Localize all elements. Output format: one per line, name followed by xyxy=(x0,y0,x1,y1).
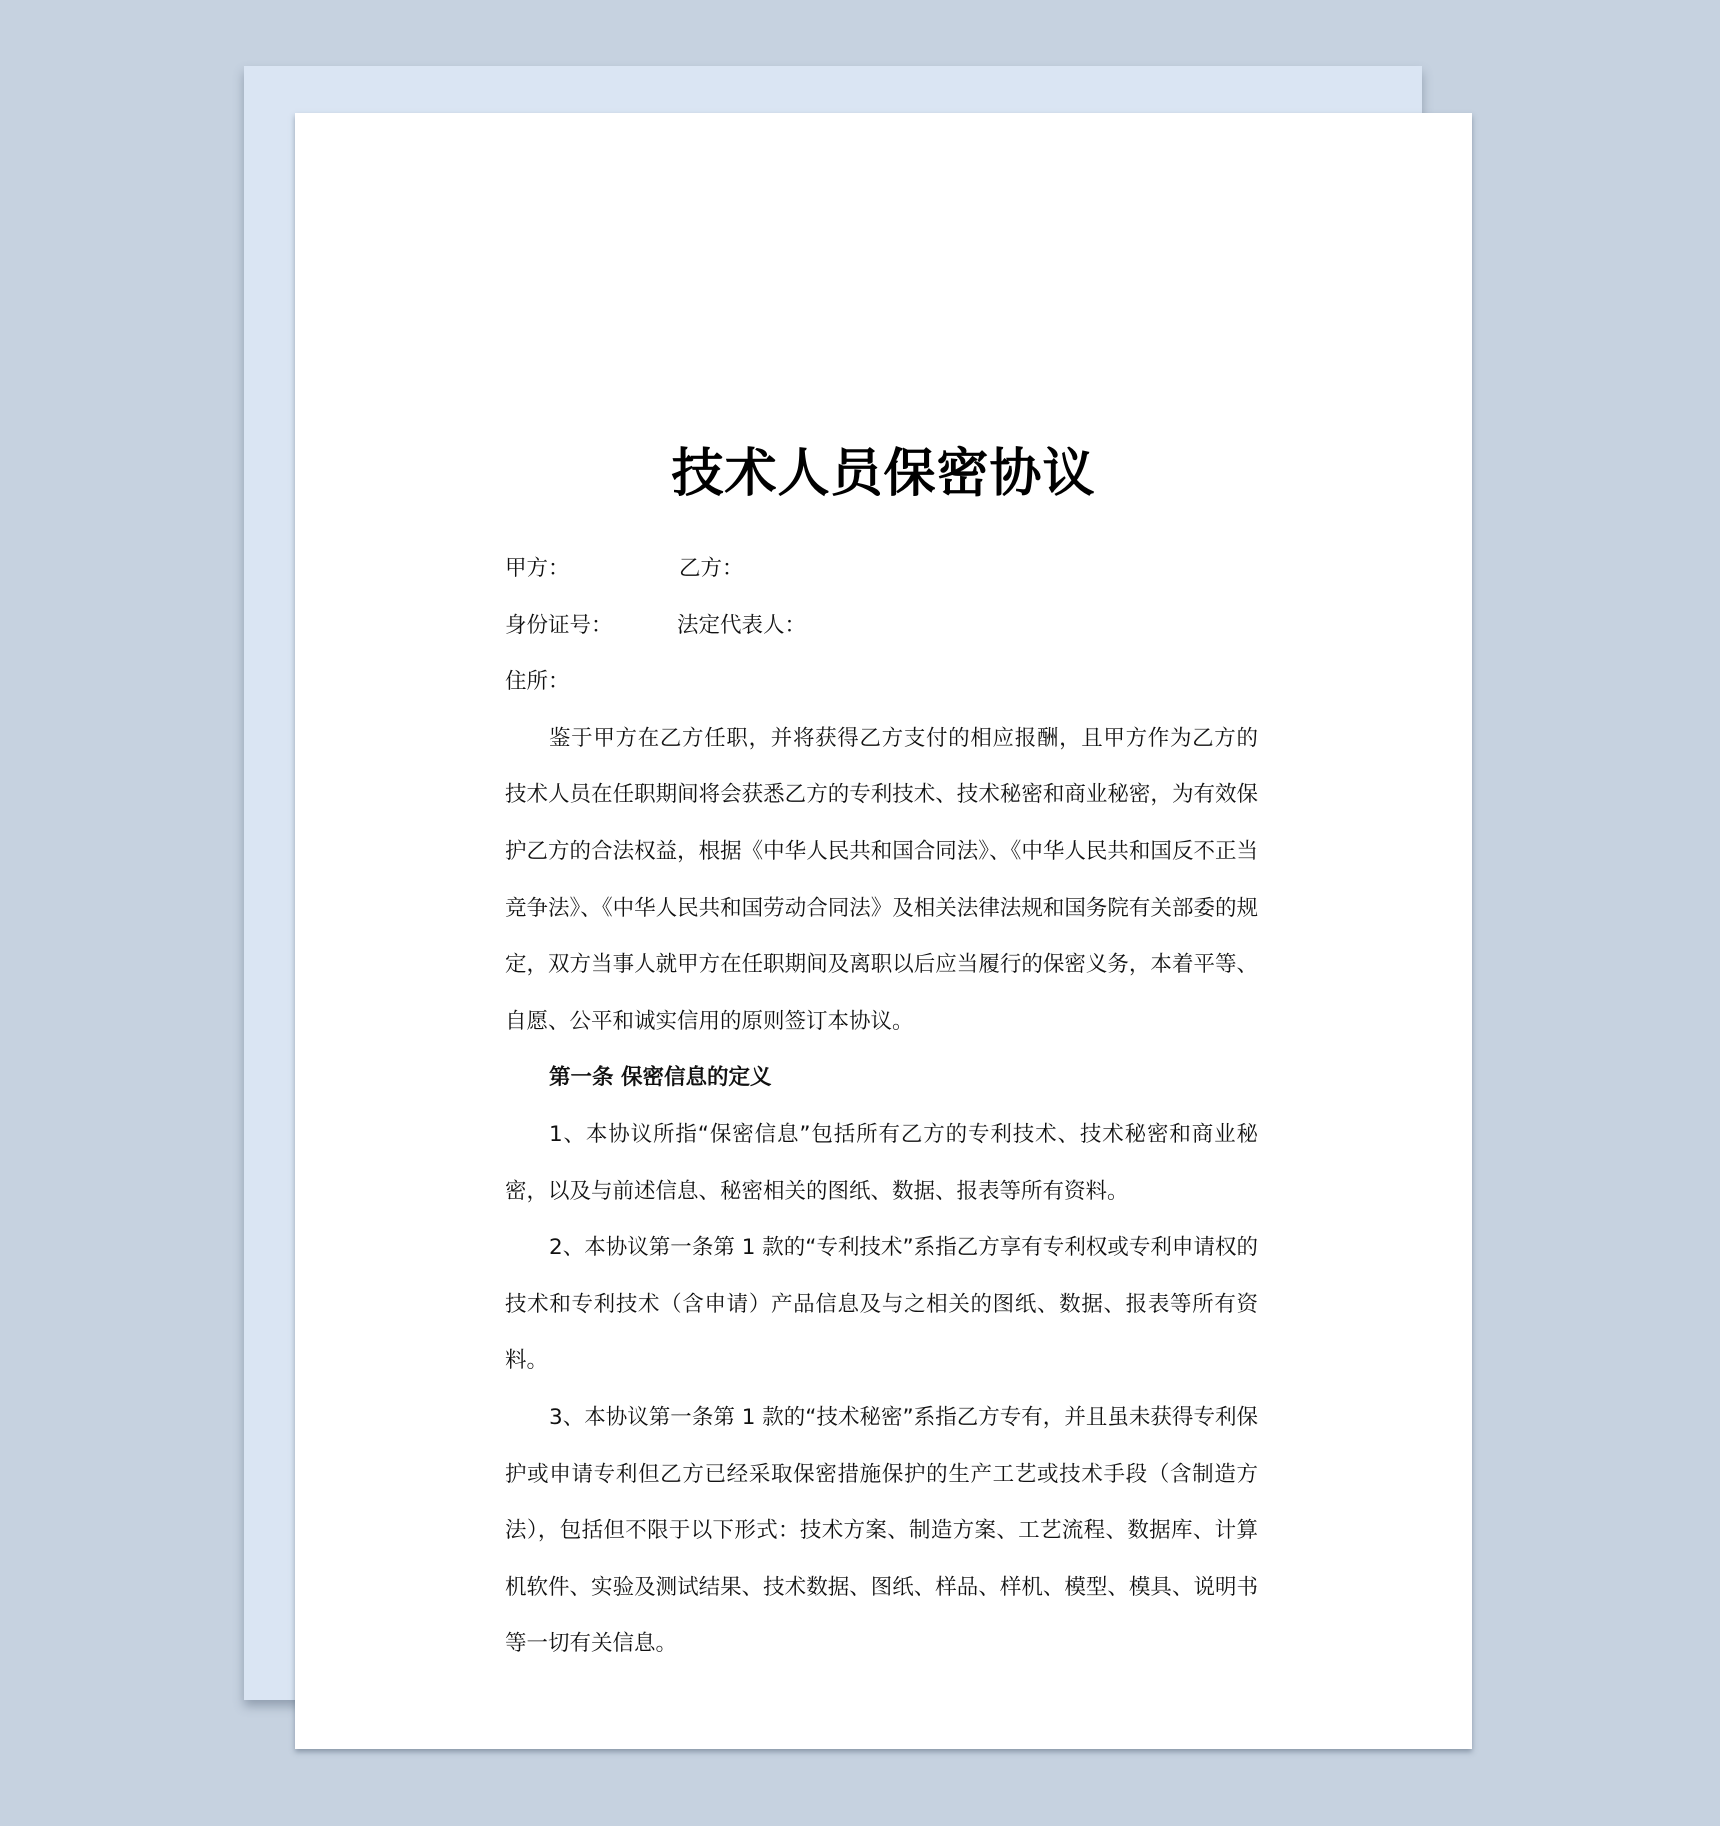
party-b-label: 乙方： xyxy=(679,556,744,581)
clause-2: 2、本协议第一条第 1 款的“专利技术”系指乙方享有专利权或专利申请权的技术和专利技术（含申请）产品信息及与之相关的图纸、数据、报表等所有资料。 xyxy=(505,1235,1258,1374)
document-page xyxy=(295,113,1472,1749)
document-body xyxy=(505,541,1258,1673)
address-row xyxy=(505,654,1258,711)
address-label: 住所： xyxy=(505,669,570,695)
legal-rep-label: 法定代表人： xyxy=(677,612,807,638)
clause-1: 1、本协议所指“保密信息”包括所有乙方的专利技术、技术秘密和商业秘密，以及与前述信息、秘密相关的图纸、数据、报表等所有资料。 xyxy=(505,1121,1258,1204)
id-row xyxy=(505,598,1258,655)
preamble-paragraph: 鉴于甲方在乙方任职，并将获得乙方支付的相应报酬，且甲方作为乙方的技术人员在任职期间将会获悉乙方的专利技术、技术秘密和商业秘密，为有效保护乙方的合法权益，根据《中华人民共和国合同法》、《中华人民共和国反不正当竞争法》、《中华人民共和国劳动合同法》及相关法律法规和国务院有关部委的规定，双方当事人就甲方在任职期间及离职以后应当履行的保密义务，本着平等、自愿、公平和诚实信用的原则签订本协议。 xyxy=(505,725,1258,1034)
clause-3: 3、本协议第一条第 1 款的“技术秘密”系指乙方专有，并且虽未获得专利保护或申请专利但乙方已经采取保密措施保护的生产工艺或技术手段（含制造方法），包括但不限于以下形式：技术方案、制造方案、工艺流程、数据库、计算机软件、实验及测试结果、技术数据、图纸、样品、样机、模型、模具、说明书等一切有关信息。 xyxy=(505,1404,1258,1657)
document-title: 技术人员保密协议 xyxy=(671,444,1096,504)
party-a-label: 甲方： xyxy=(505,556,570,581)
article-1-heading: 第一条 保密信息的定义 xyxy=(549,1065,772,1091)
id-number-label: 身份证号： xyxy=(505,612,613,638)
parties-row xyxy=(505,541,1258,598)
